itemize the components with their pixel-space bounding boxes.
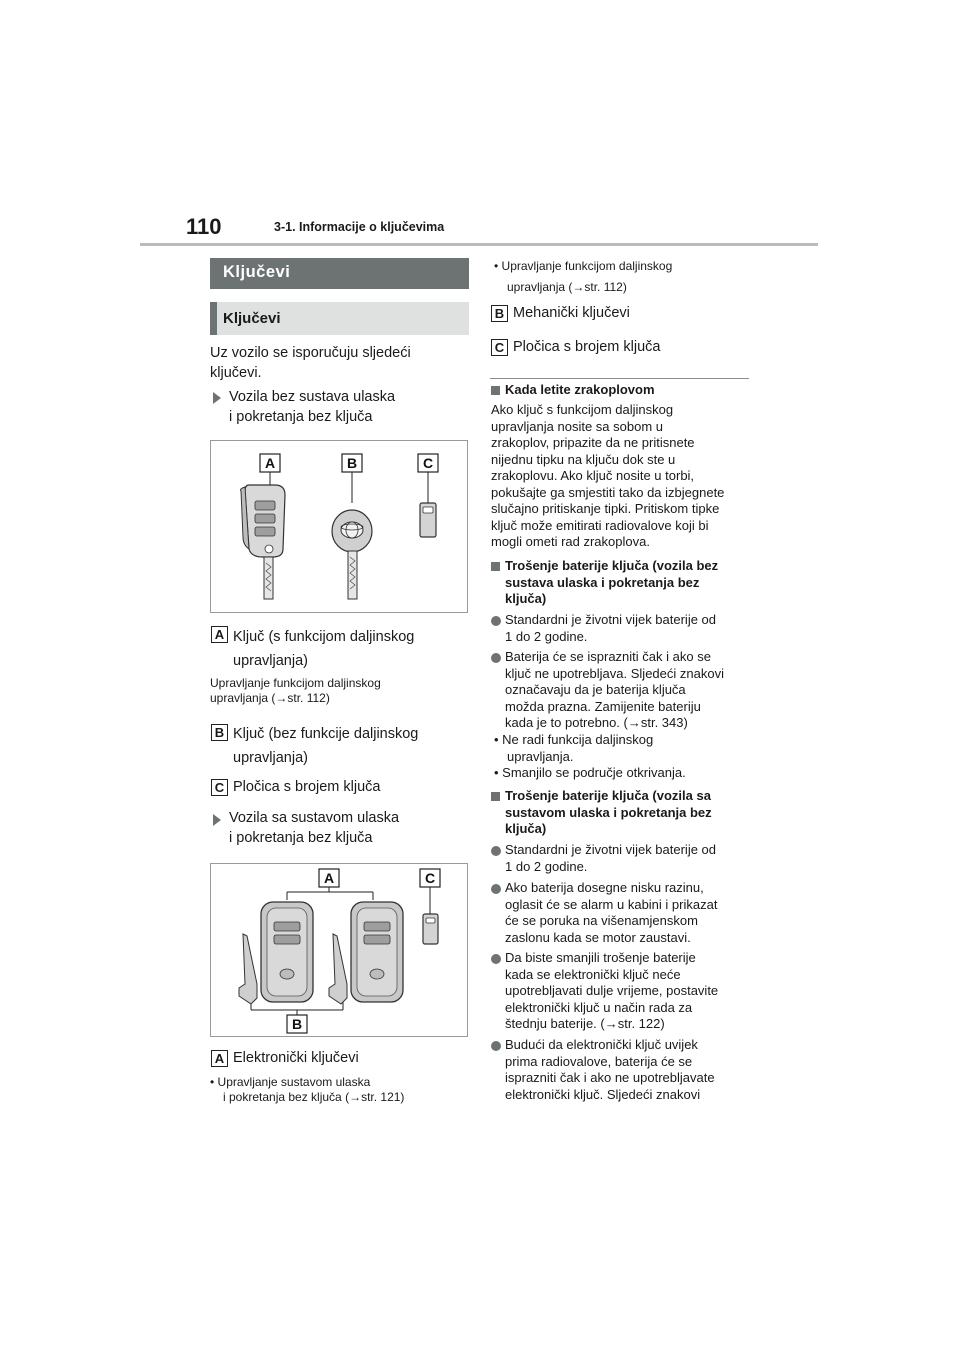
triangle-bullet-icon [213,392,221,404]
item-a1-note: Upravljanje funkcijom daljinskog upravljanja (→str. 112) [210,676,381,705]
callout-b-text: B [346,455,358,471]
item-marker-a2: A [211,1050,228,1067]
figure-keys-conventional [210,440,468,613]
s3-title: Trošenje baterije ključa (vozila sa sustavom ulaska i pokretanja bez ključa) [505,788,712,836]
circle-bullet-icon-6 [491,1041,501,1051]
subsection-heading: Ključevi [223,310,281,327]
group2-title: Vozila sa sustavom ulaska i pokretanja bez ključa [229,810,400,846]
intro-paragraph: Uz vozilo se isporučuju sljedeći ključevi. [210,345,411,381]
figure-keys-smart [210,863,468,1037]
item-marker-b: B [211,724,228,741]
mechanical-key-icon [332,510,372,599]
item-marker-c: C [211,779,228,796]
s2-title: Trošenje baterije ključa (vozila bez sustava ulaska i pokretanja bez ključa) [505,558,719,606]
triangle-bullet-icon-2 [213,814,221,826]
item-marker-a: A [211,626,228,643]
circle-bullet-icon-2 [491,653,501,663]
circle-bullet-icon-5 [491,954,501,964]
callout-b-text: B [291,1016,303,1032]
callout-c-text: C [422,455,434,471]
section-heading: Ključevi [223,263,291,281]
circle-bullet-icon-4 [491,884,501,894]
circle-bullet-icon-3 [491,846,501,856]
callout-c-text: C [424,870,436,886]
item-marker-b2: B [491,305,508,322]
callout-a-text: A [264,455,276,471]
electronic-keys-illustration [211,864,467,1036]
group1-title: Vozila bez sustava ulaska i pokretanja bez ključa [229,389,396,425]
s3-bullet-1: Standardni je životni vijek baterije od 1 do 2 godine. [505,842,717,874]
s2-bullet-2: Baterija će se isprazniti čak i ako se ključ ne upotrebljava. Sljedeći znakovi označavaju da je baterija ključa možda prazna. Zamijenite bateriju kada je to potrebno. (→str. 343) [505,649,724,730]
s1-body: Ako ključ s funkcijom daljinskog upravljanja nosite sa sobom u zrakoplov, pripazite da ne pritisnete nijednu tipku na ključu dok ste u zrakoplovu. Ako ključ nosite u torbi, pokušajte ga smjestiti tako da izbjegnete slučajno pritiskanje tipki. Pritiskom tipke ključ može emitirati radiovalove koji bi mogli ometi rad zrakoplova. [491,402,725,549]
item-c2-text: Pločica s brojem ključa [513,339,661,355]
item-a1-text: Ključ (s funkcijom daljinskog upravljanja) [233,629,415,669]
remote-key-icon [241,485,286,599]
square-bullet-icon-3 [491,792,500,801]
square-bullet-icon [491,386,500,395]
page-number: 110 [186,214,222,239]
s2-bullet-1: Standardni je životni vijek baterije od 1 do 2 godine. [505,612,717,644]
header-rule [140,243,818,246]
s3-bullet-3: Da biste smanjili trošenje baterije kada se elektronički ključ neće upotrebljavati dulje vrijeme, postavite elektronički ključ u način rada za štednju baterije. (→str. 122) [505,950,719,1031]
s2-sub-list: • Ne radi funkcija daljinskog upravljanja. • Smanjilo se područje otkrivanja. [494,732,686,780]
item-c1-text: Pločica s brojem ključa [233,779,381,795]
square-bullet-icon-2 [491,562,500,571]
running-head: 3-1. Informacije o ključevima [274,220,445,234]
s3-bullet-4: Budući da elektronički ključ uvijek prima radiovalove, baterija će se isprazniti čak i ako ne upotrebljavate elektronički ključ. Sljedeći znakovi [505,1037,715,1102]
s1-title: Kada letite zrakoplovom [505,382,655,397]
section-separator [490,378,749,379]
electronic-key-icon-2 [329,902,403,1004]
key-number-plate-icon [420,503,436,537]
subsection-heading-bar [210,302,469,335]
callout-a-text: A [323,870,335,886]
s3-bullet-2: Ako baterija dosegne nisku razinu, oglasit će se alarm u kabini i prikazat će se poruka na višenamjenskom zaslonu kada se motor zaustavi. [505,880,718,945]
section-heading-bar [210,258,469,289]
top-note: • Upravljanje funkcijom daljinskog upravljanja (→str. 112) [494,259,673,294]
circle-bullet-icon [491,616,501,626]
item-a2-text: Elektronički ključevi [233,1050,359,1066]
electronic-key-icon [239,902,313,1004]
key-number-plate-icon [423,914,438,944]
item-b2-text: Mehanički ključevi [513,305,630,321]
item-marker-c2: C [491,339,508,356]
keys-illustration [211,441,467,612]
item-b1-text: Ključ (bez funkcije daljinskog upravljanja) [233,726,419,766]
item-a2-note: • Upravljanje sustavom ulaska i pokretanja bez ključa (→str. 121) [210,1075,405,1104]
